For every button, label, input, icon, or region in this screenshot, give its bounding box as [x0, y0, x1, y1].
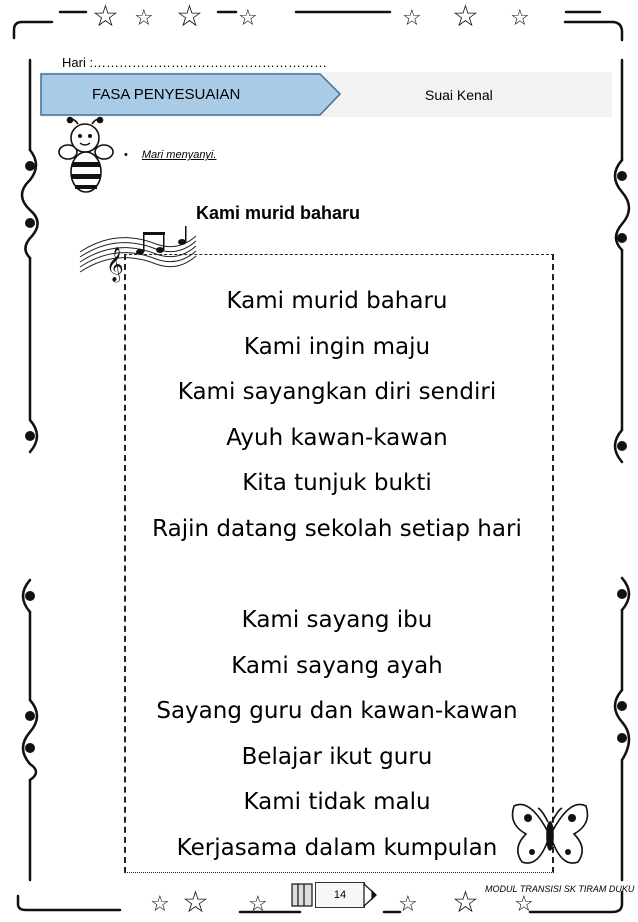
lyric-line: Kami ingin maju: [243, 333, 431, 360]
phase-subtitle: Suai Kenal: [425, 87, 493, 103]
instruction-text: Mari menyanyi.: [141, 149, 217, 161]
star-icon: ☆: [238, 6, 258, 31]
footer-label: MODUL TRANSISI SK TIRAM DUKU: [485, 884, 635, 894]
star-icon: ☆: [452, 885, 479, 920]
page-number: 14: [315, 882, 365, 908]
star-icon: ☆: [182, 885, 209, 920]
phase-title: FASA PENYESUAIAN: [92, 86, 241, 103]
lyric-line: Ayuh kawan-kawan: [226, 424, 448, 451]
song-lyrics: [124, 279, 550, 871]
star-icon: ☆: [134, 6, 154, 31]
lyric-line: Belajar ikut guru: [241, 743, 433, 770]
star-icon: ☆: [402, 6, 422, 31]
star-icon: ☆: [398, 892, 418, 917]
lyric-line: Kita tunjuk bukti: [242, 470, 432, 496]
lyric-line: Rajin datang sekolah setiap hari: [152, 515, 522, 542]
lyric-line: Kami tidak malu: [243, 789, 431, 815]
star-icon: ☆: [452, 0, 479, 34]
bee-icon: [58, 116, 114, 198]
star-icon: ☆: [150, 892, 170, 917]
star-icon: ☆: [176, 0, 203, 34]
song-title: Kami murid baharu: [196, 203, 361, 223]
lyric-line: Sayang guru dan kawan-kawan: [156, 698, 518, 724]
star-icon: ☆: [248, 892, 268, 917]
svg-text:𝄞: 𝄞: [106, 247, 124, 282]
lyric-line: Kerjasama dalam kumpulan: [176, 834, 498, 861]
bullet: •: [124, 149, 128, 161]
lyric-line: Kami sayang ibu: [241, 607, 433, 633]
star-icon: ☆: [510, 6, 530, 31]
lyric-line: Kami sayangkan diri sendiri: [177, 379, 497, 405]
pencil-icon: [290, 882, 386, 908]
star-icon: ☆: [514, 892, 534, 917]
butterfly-icon: [508, 792, 592, 876]
star-icon: ☆: [92, 0, 119, 34]
instruction: [124, 149, 216, 161]
date-label: Hari :………………………………………………: [62, 55, 328, 70]
lyric-line: Kami murid baharu: [226, 288, 448, 314]
lyric-line: Kami sayang ayah: [231, 652, 443, 679]
